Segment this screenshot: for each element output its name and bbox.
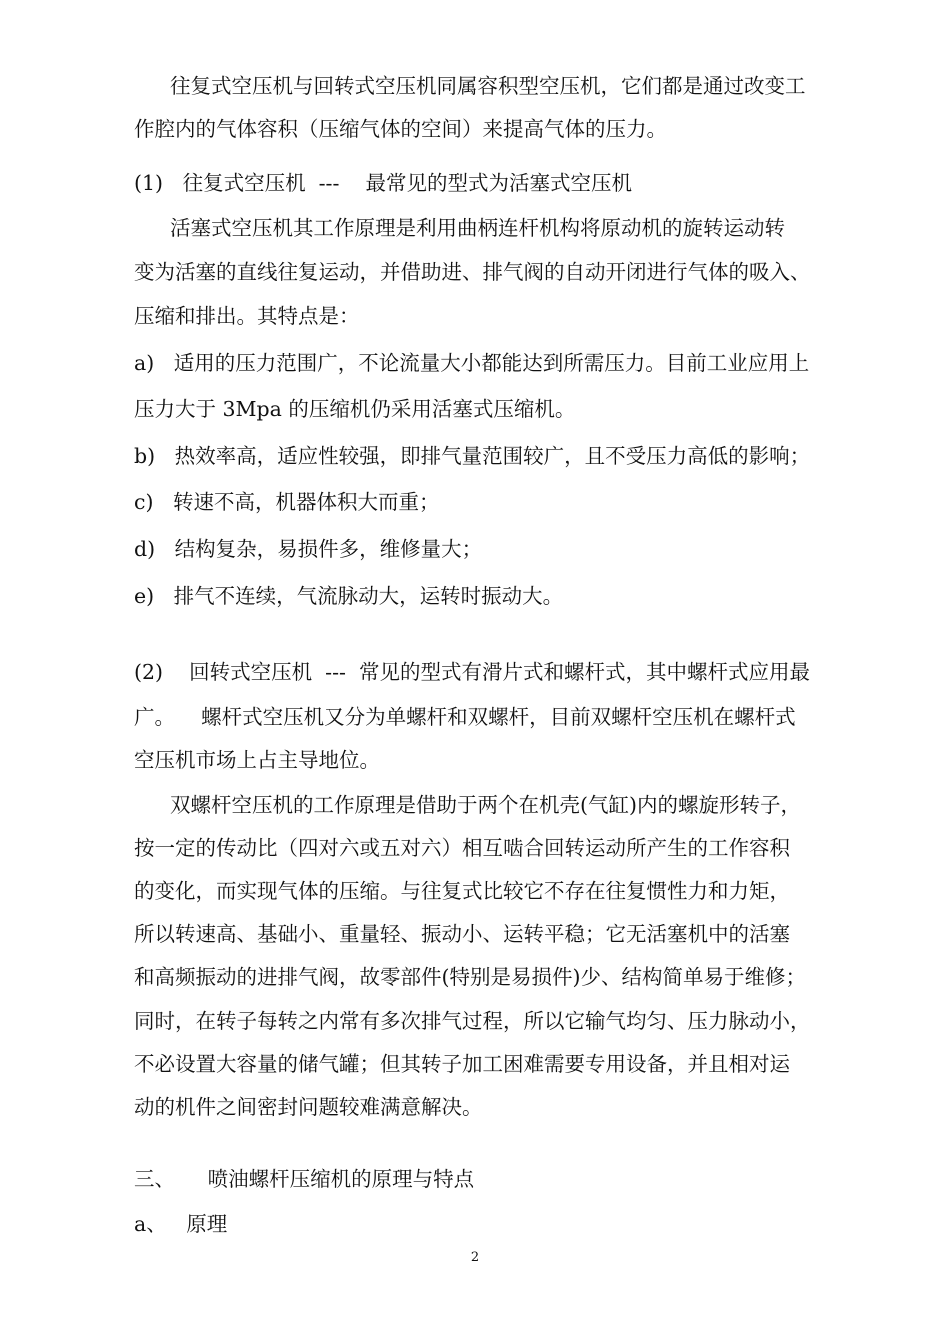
paragraph-line: 广。 螺杆式空压机又分为单螺杆和双螺杆，目前双螺杆空压机在螺杆式 (134, 705, 796, 729)
list-item: d) 结构复杂，易损件多，维修量大； (134, 537, 483, 561)
list-item: c) 转速不高，机器体积大而重； (134, 490, 440, 514)
paragraph-line: 动的机件之间密封问题较难满意解决。 (134, 1095, 483, 1119)
paragraph-line: 往复式空压机与回转式空压机同属容积型空压机，它们都是通过改变工 (170, 74, 806, 98)
paragraph-line: 空压机市场上占主导地位。 (134, 748, 380, 772)
paragraph-line: 同时，在转子每转之内常有多次排气过程，所以它输气均匀、压力脉动小， (134, 1009, 811, 1033)
paragraph-line: 的变化，而实现气体的压缩。与往复式比较它不存在往复惯性力和力矩， (134, 879, 790, 903)
list-item: a) 适用的压力范围广，不论流量大小都能达到所需压力。目前工业应用上 (134, 351, 810, 375)
paragraph-line: 压缩和排出。其特点是： (134, 304, 360, 328)
paragraph-line: 活塞式空压机其工作原理是利用曲柄连杆机构将原动机的旋转运动转 (170, 216, 785, 240)
paragraph-line: 按一定的传动比（四对六或五对六）相互啮合回转运动所产生的工作容积 (134, 836, 790, 860)
paragraph-line: 和高频振动的进排气阀，故零部件(特别是易损件)少、结构简单易于维修； (134, 965, 806, 989)
subsection-heading: a、 原理 (134, 1212, 228, 1236)
list-item: b) 热效率高，适应性较强，即排气量范围较广，且不受压力高低的影响； (134, 444, 811, 468)
paragraph-line: 变为活塞的直线往复运动，并借助进、排气阀的自动开闭进行气体的吸入、 (134, 260, 811, 284)
section-heading: (2) 回转式空压机 --- 常见的型式有滑片式和螺杆式，其中螺杆式应用最 (134, 660, 810, 684)
section-heading: (1) 往复式空压机 --- 最常见的型式为活塞式空压机 (134, 171, 632, 195)
page-number: 2 (470, 1250, 480, 1265)
section-heading: 三、 喷油螺杆压缩机的原理与特点 (134, 1167, 475, 1191)
paragraph-line: 不必设置大容量的储气罐；但其转子加工困难需要专用设备，并且相对运 (134, 1052, 790, 1076)
paragraph-line: 作腔内的气体容积（压缩气体的空间）来提高气体的压力。 (134, 117, 667, 141)
list-item: e) 排气不连续，气流脉动大，运转时振动大。 (134, 584, 564, 608)
list-item-continuation: 压力大于 3Mpa 的压缩机仍采用活塞式压缩机。 (134, 397, 576, 421)
paragraph-line: 双螺杆空压机的工作原理是借助于两个在机壳(气缸)内的螺旋形转子， (170, 793, 801, 817)
paragraph-line: 所以转速高、基础小、重量轻、振动小、运转平稳；它无活塞机中的活塞 (134, 922, 790, 946)
